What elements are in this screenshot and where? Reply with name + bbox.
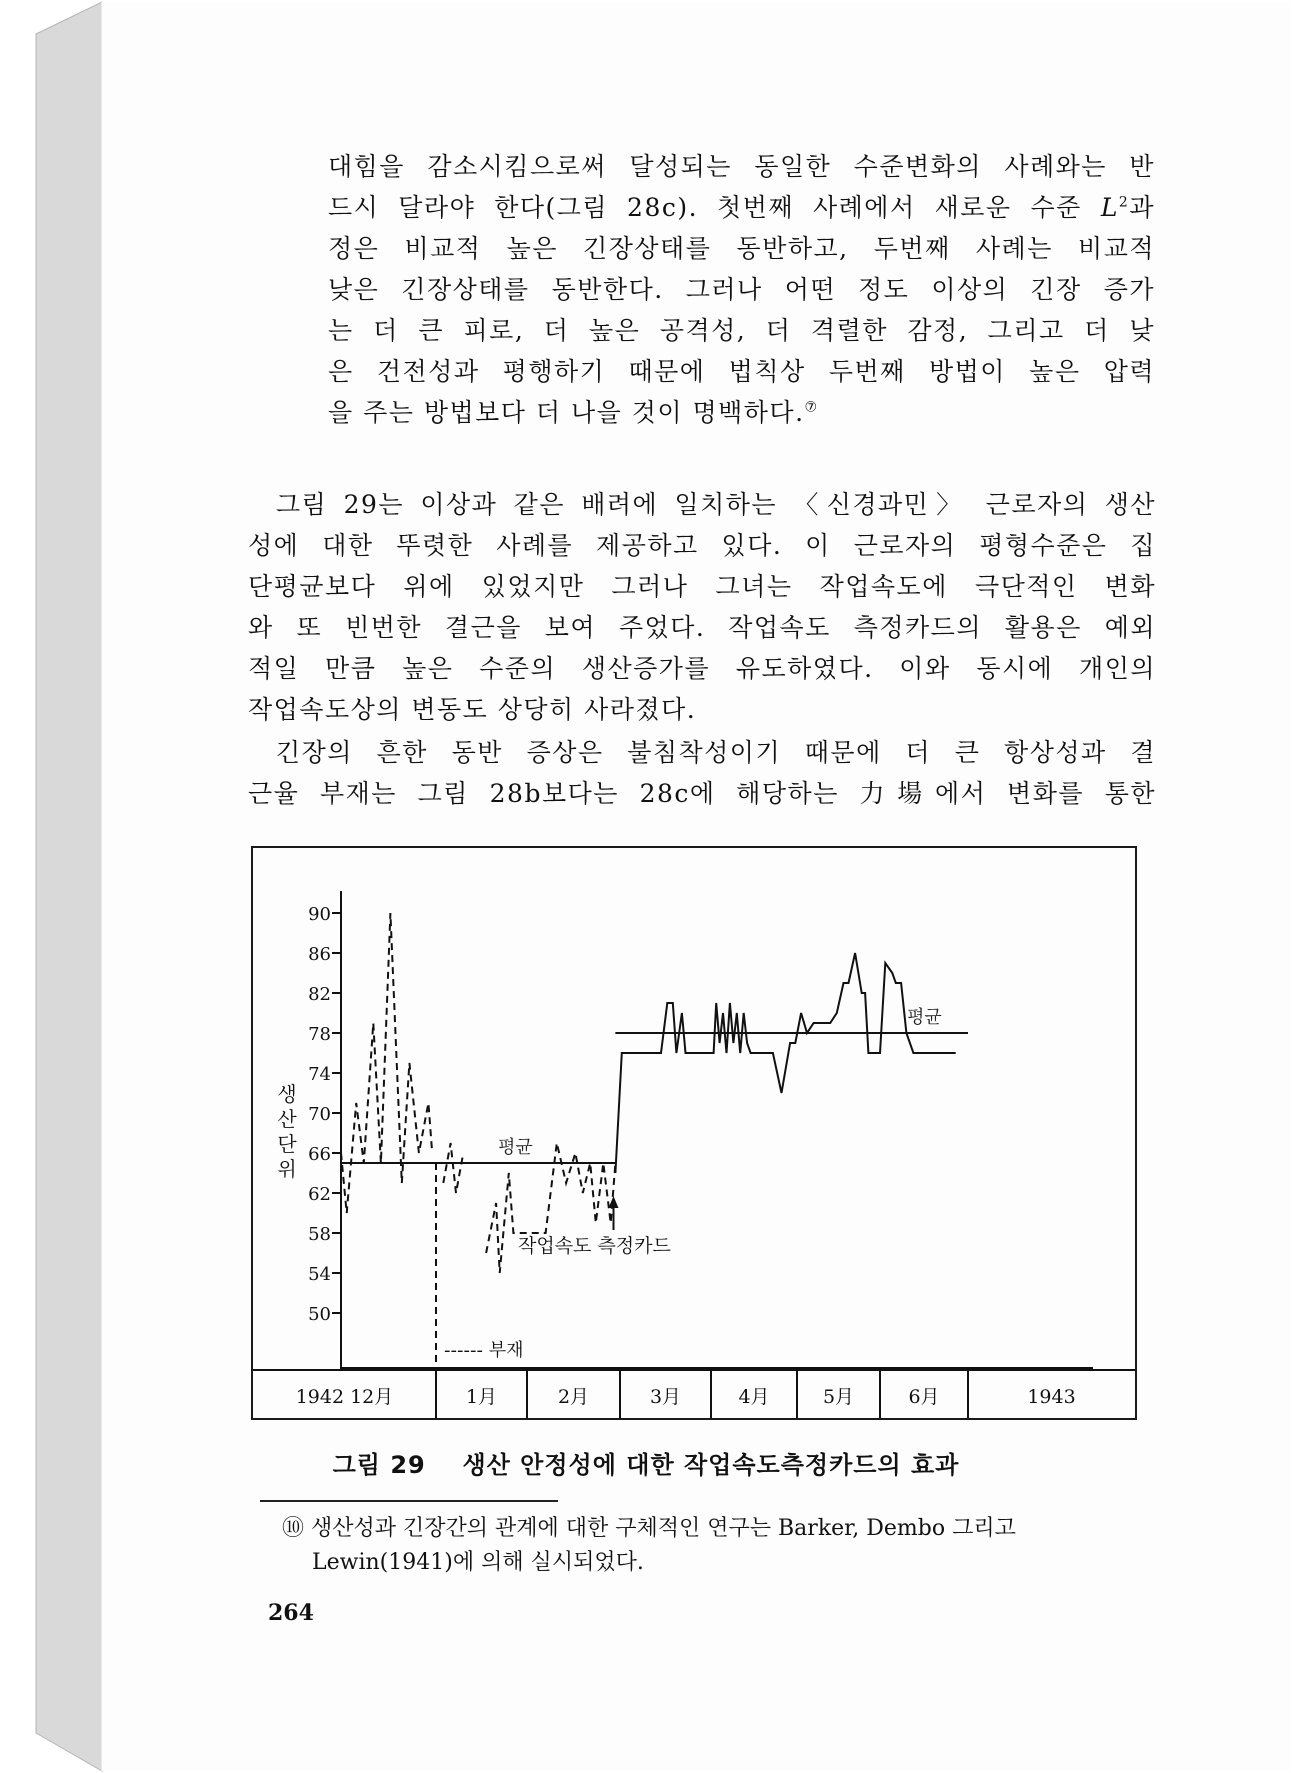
- text-line: 근율 부재는 그림 28b보다는 28c에 해당하는 力場에서 변화를 통한: [248, 779, 1156, 808]
- text-line: 그림 29는 이상과 같은 배려에 일치하는 〈신경과민〉 근로자의 생산: [276, 490, 1156, 519]
- text-line: 적일 만큼 높은 수준의 생산증가를 유도하였다. 이와 동시에 개인의: [248, 654, 1156, 683]
- text-line-part: 과: [1129, 193, 1155, 222]
- mean-label-before: 평균: [498, 1137, 533, 1158]
- figure-29-chart: [251, 846, 1137, 1420]
- x-tick-label: 1月: [465, 1386, 498, 1408]
- text-line: 낮은 긴장상태를 동반한다. 그러나 어떤 정도 이상의 긴장 증가: [328, 275, 1155, 304]
- x-tick-label: 6月: [908, 1386, 940, 1408]
- footnote-marker-7: ⑦: [804, 399, 819, 416]
- x-tick-label: 5月: [822, 1386, 855, 1408]
- y-tick-label: 86: [308, 944, 331, 965]
- text-line: 성에 대한 뚜렷한 사례를 제공하고 있다. 이 근로자의 평형수준은 집: [248, 531, 1156, 560]
- x-tick-label: 1943: [1027, 1386, 1076, 1408]
- y-tick-label: 78: [308, 1024, 331, 1045]
- text-line-part: 을 주는 방법보다 더 나을 것이 명백하다.: [328, 398, 805, 427]
- y-axis-label: 위: [277, 1157, 297, 1181]
- footnote-line: [282, 1512, 1168, 1546]
- y-axis-label: 생: [277, 1082, 297, 1106]
- paragraph-3: [248, 732, 1156, 814]
- y-tick-label: 82: [308, 984, 331, 1005]
- y-tick-label: 74: [308, 1064, 331, 1085]
- y-tick-label: 70: [308, 1104, 331, 1125]
- x-tick-label: 1942 12月: [295, 1386, 394, 1408]
- footnote-marker-10: ⑩: [282, 1516, 305, 1541]
- footnote-text: 생산성과 긴장간의 관계에 대한 구체적인 연구는 Barker, Dembo 그리고: [311, 1516, 1016, 1541]
- text-line: 은 건전성과 평행하기 때문에 법칙상 두번째 방법이 높은 압력: [328, 357, 1155, 386]
- footnote: [282, 1512, 1168, 1580]
- chart-svg: [253, 848, 1135, 1418]
- x-tick-label: 4月: [738, 1386, 770, 1408]
- series-line-4: [615, 953, 955, 1173]
- page-number: 264: [268, 1600, 314, 1626]
- variable-l: L: [1100, 193, 1119, 222]
- card-arrow-head: [608, 1196, 618, 1208]
- y-tick-label: 62: [308, 1184, 331, 1205]
- y-tick-label: 58: [308, 1224, 331, 1245]
- text-line: 대힘을 감소시킴으로써 달성되는 동일한 수준변화의 사례와는 반: [328, 152, 1155, 181]
- text-line: 작업속도상의 변동도 상당히 사라졌다.: [248, 695, 697, 724]
- y-tick-label: 50: [308, 1304, 331, 1325]
- series-line-2: [443, 1143, 463, 1193]
- superscript: 2: [1118, 194, 1130, 211]
- caption-prefix: 그림 29: [332, 1451, 426, 1479]
- text-line: 정은 비교적 높은 긴장상태를 동반하고, 두번째 사례는 비교적: [328, 234, 1155, 263]
- paragraph-1: [328, 146, 1155, 433]
- y-axis-label: 단: [277, 1132, 297, 1156]
- text-line: 와 또 빈번한 결근을 보여 주었다. 작업속도 측정카드의 활용은 예외: [248, 613, 1156, 642]
- card-label: 작업속도 측정카드: [518, 1235, 671, 1257]
- absence-label: ------ 부재: [444, 1340, 524, 1361]
- footnote-line: Lewin(1941)에 의해 실시되었다.: [312, 1550, 644, 1575]
- paragraph-2: [248, 484, 1156, 730]
- text-line: 는 더 큰 피로, 더 높은 공격성, 더 격렬한 감정, 그리고 더 낮: [328, 316, 1155, 345]
- y-tick-label: 54: [308, 1264, 331, 1285]
- text-line: 단평균보다 위에 있었지만 그러나 그녀는 작업속도에 극단적인 변화: [248, 572, 1156, 601]
- figure-caption: [0, 1445, 1292, 1480]
- text-line: [328, 187, 1155, 228]
- series-line-1: [341, 913, 432, 1213]
- y-axis-label: 산: [277, 1107, 297, 1131]
- caption-text: 생산 안정성에 대한 작업속도측정카드의 효과: [462, 1451, 960, 1479]
- y-tick-label: 66: [308, 1144, 331, 1165]
- footnote-rule: [260, 1500, 558, 1502]
- mean-label-after: 평균: [907, 1007, 942, 1028]
- y-tick-label: 90: [308, 904, 331, 925]
- x-tick-label: 2月: [557, 1386, 590, 1408]
- text-line-part: 드시 달라야 한다(그림 28c). 첫번째 사례에서 새로운 수준: [328, 193, 1101, 222]
- x-tick-label: 3月: [649, 1386, 682, 1408]
- text-line: [328, 392, 1155, 433]
- text-line: 긴장의 흔한 동반 증상은 불침착성이기 때문에 더 큰 항상성과 결: [276, 738, 1156, 767]
